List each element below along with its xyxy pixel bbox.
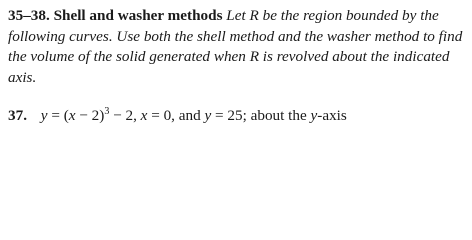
var-y: y (40, 107, 48, 124)
instructions-text-1: Let (226, 7, 246, 24)
equation-part: = ( (51, 107, 69, 124)
var-x: x (140, 107, 148, 124)
exercise-range: 35–38. (8, 7, 50, 24)
instructions-text-2: be the region bounded by the following curves. Use both the shell method and the washer method to find the volume of the solid generated when (8, 7, 463, 65)
equation-part: − 2, (113, 107, 137, 124)
instructions-paragraph (8, 6, 464, 88)
instructions-text-3: is revolved about the indicated axis. (8, 48, 450, 86)
exponent: 3 (104, 106, 110, 117)
equation-part: = 0, and (151, 107, 201, 124)
axis-variable: y (310, 107, 318, 124)
var-x: x (68, 107, 76, 124)
equation-part: -axis (317, 107, 347, 124)
equation-part: − 2) (79, 107, 105, 124)
section-heading: Shell and washer methods (53, 7, 223, 24)
problem-37 (8, 106, 464, 128)
equation-part: = 25; about the (215, 107, 307, 124)
var-y: y (204, 107, 212, 124)
variable-r: R (249, 48, 259, 65)
variable-r: R (249, 7, 259, 24)
problem-number: 37. (8, 107, 27, 124)
